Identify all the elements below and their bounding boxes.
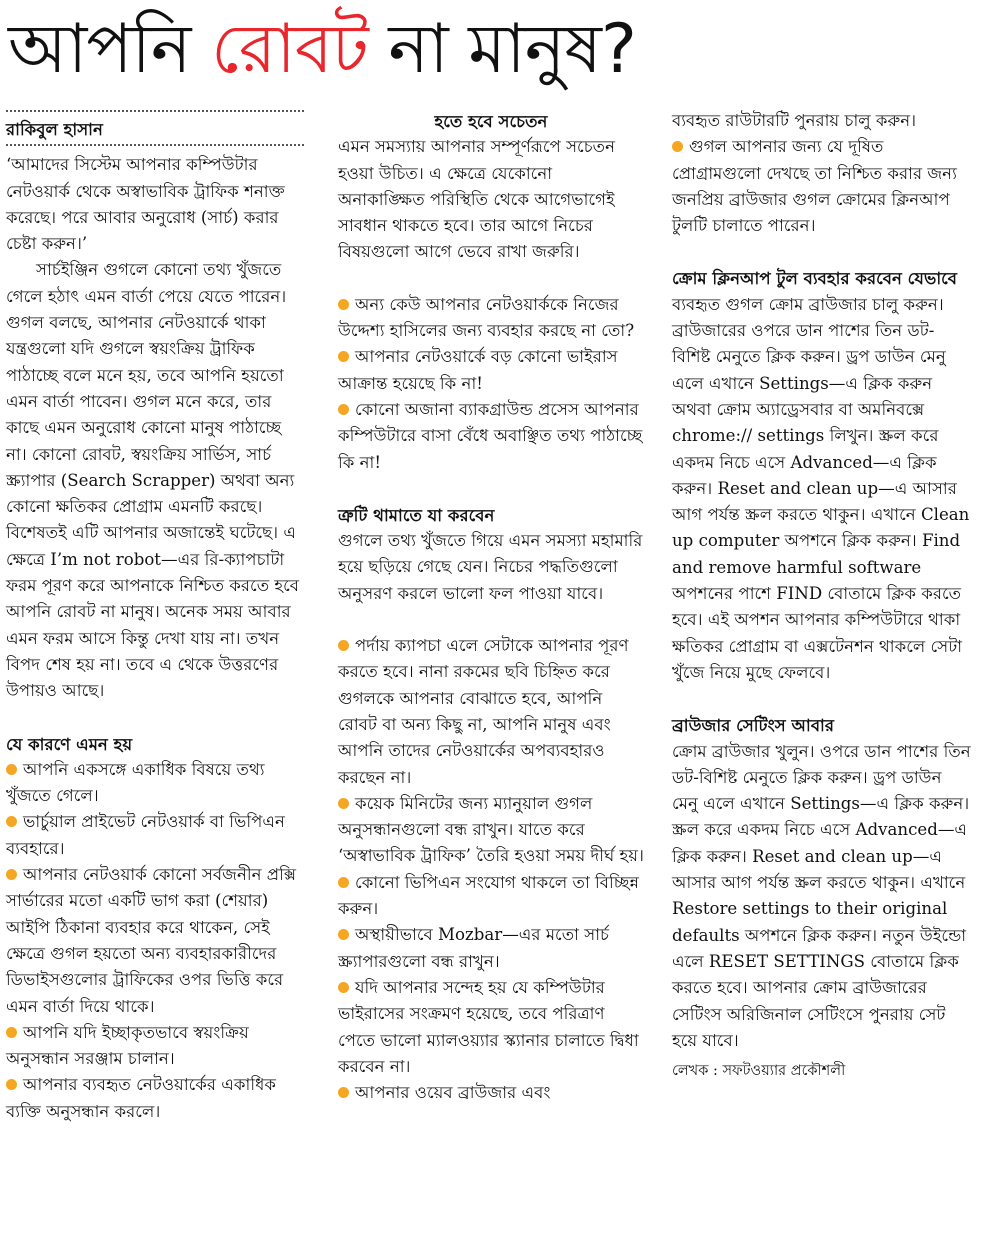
bullet-item: পর্দায় ক্যাপচা এলে সেটাকে আপনার পূরণ করতে হবে। নানা রকমের ছবি চিহ্নিত করে গুগলকে আপনার বোঝাতে হবে, আপনি রোবট বা অন্য কিছু না, আপনি মানুষ এবং আপনি তাদের নেটওয়ার্কের অপব্যবহারও করছেন না। [338, 636, 629, 787]
headline [8, 0, 973, 100]
bullet-dot-icon [6, 764, 17, 775]
column-1 [6, 108, 304, 1125]
headline-highlight: রোবট [211, 10, 368, 89]
body-paragraph: ব্যবহৃত গুগল ক্রোম ব্রাউজার চালু করুন। ব্রাউজারের ওপরে ডান পাশের তিন ডট-বিশিষ্ট মেনুতে ক্লিক করুন। ড্রপ ডাউন মেনু এলে এখানে Settings—এ ক্লিক করুন অথবা ক্রোম অ্যাড্রেসবার বা অমনিবক্সে chrome:// settings লিখুন। স্ক্রল করে একদম নিচে এসে Advanced—এ ক্লিক করুন। Reset and clean up—এ আসার আগ পর্যন্ত স্ক্রল করতে থাকুন। এখানে Clean up computer অপশনে ক্লিক করুন। Find and remove harmful software অপশনের পাশে FIND বোতামে ক্লিক করতে হবে। এই অপশন আপনার কম্পিউটারে থাকা ক্ষতিকর প্রোগ্রাম বা এক্সটেনশন থাকলে সেটা খুঁজে নিয়ে মুছে ফেলবে। [672, 294, 970, 682]
bullet-dot-icon [338, 351, 349, 362]
body-paragraph: গুগলে তথ্য খুঁজতে গিয়ে এমন সমস্যা মহামারি হয়ে ছড়িয়ে গেছে যেন। নিচের পদ্ধতিগুলো অনুসরণ করলে ভালো ফল পাওয়া যাবে। [338, 531, 643, 603]
headline-part3: না মানুষ? [367, 10, 636, 89]
bullet-dot-icon [338, 929, 349, 940]
bullet-dot-icon [338, 877, 349, 888]
section-heading: যে কারণে এমন হয় [6, 733, 133, 754]
bullet-dot-icon [338, 640, 349, 651]
bullet-item: আপনি যদি ইচ্ছাকৃতভাবে স্বয়ংক্রিয় অনুসন্ধান সরঞ্জাম চালান। [6, 1022, 249, 1069]
bullet-dot-icon [672, 141, 683, 152]
bullet-dot-icon [338, 982, 349, 993]
bullet-dot-icon [338, 1087, 349, 1098]
section-heading: ব্রাউজার সেটিংস আবার [672, 715, 834, 736]
byline-divider [6, 110, 304, 112]
body-paragraph: এমন সমস্যায় আপনার সম্পূর্ণরূপে সচেতন হওয়া উচিত। এ ক্ষেত্রে যেকোনো অনাকাঙ্ক্ষিত পরিস্থিতি থেকে আগেভাগেই সাবধান থাকতে হবে। তার আগে নিচের বিষয়গুলো আগে ভেবে রাখা জরুরি। [338, 137, 616, 262]
byline: রাকিবুল হাসান [6, 119, 103, 139]
intro-quote: ‘আমাদের সিস্টেম আপনার কম্পিউটার নেটওয়ার্ক থেকে অস্বাভাবিক ট্রাফিক শনাক্ত করেছে। পরে আবার অনুরোধ (সার্চ) করার চেষ্টা করুন।’ [6, 155, 285, 254]
body-paragraph: ক্রোম ব্রাউজার খুলুন। ওপরে ডান পাশের তিন ডট-বিশিষ্ট মেনুতে ক্লিক করুন। ড্রপ ডাউন মেনু এলে এখানে Settings—এ ক্লিক করুন। স্ক্রল করে একদম নিচে এসে Advanced—এ ক্লিক করুন। Reset and clean up—এ আসার আগ পর্যন্ত স্ক্রল করতে থাকুন। এখানে Restore settings to their original defaults অপশনে ক্লিক করুন। নতুন উইন্ডো এলে RESET SETTINGS বোতামে ক্লিক করতে হবে। আপনার ক্রোম ব্রাউজারের সেটিংস অরিজিনাল সেটিংসে পুনরায় সেট হয়ে যাবে। [672, 741, 971, 1050]
column-2 [338, 108, 644, 1106]
bullet-dot-icon [6, 1079, 17, 1090]
author-credit: লেখক : সফটওয়্যার প্রকৌশলী [672, 1063, 846, 1080]
bullet-dot-icon [6, 1027, 17, 1038]
body-paragraph: সার্চইঞ্জিন গুগলে কোনো তথ্য খুঁজতে গেলে হঠাৎ এমন বার্তা পেয়ে যেতে পারেন। গুগল বলছে, আপনার নেটওয়ার্কে থাকা যন্ত্রগুলো যদি গুগলে স্বয়ংক্রিয় ট্রাফিক পাঠাচ্ছে বলে মনে হয়, তবে আপনি হয়তো এমন বার্তা পাবেন। গুগল মনে করে, তার কাছে এমন অনুরোধ কোনো মানুষ পাঠাচ্ছে না। কোনো রোবট, স্বয়ংক্রিয় সার্ভিস, সার্চ স্ক্র্যাপার (Search Scrapper) অথবা অন্য কোনো ক্ষতিকর প্রোগ্রাম এমনটি করছে। বিশেষতই এটি আপনার অজান্তেই ঘটেছে। এ ক্ষেত্রে I’m not robot—এর রি-ক্যাপচাটা ফরম পূরণ করে আপনাকে নিশ্চিত করতে হবে আপনি রোবট না মানুষ। অনেক সময় আবার এমন ফরম আসে কিন্তু দেখা যায় না। তখন বিপদ শেষ হয় না। তবে এ থেকে উত্তরণের উপায়ও আছে। [6, 260, 300, 701]
bullet-item: আপনার ওয়েব ব্রাউজার এবং [338, 1080, 644, 1106]
bullet-item: অন্য কেউ আপনার নেটওয়ার্ককে নিজের উদ্দেশ্য হাসিলের জন্য ব্যবহার করছে না তো? [338, 294, 635, 341]
bullet-item: আপনার ব্যবহৃত নেটওয়ার্কের একাধিক ব্যক্তি অনুসন্ধান করলে। [6, 1075, 277, 1121]
headline-part1: আপনি [8, 10, 212, 89]
bullet-dot-icon [338, 798, 349, 809]
bullet-item: কয়েক মিনিটের জন্য ম্যানুয়াল গুগল অনুসন্ধানগুলো বন্ধ রাখুন। যাতে করে ‘অস্বাভাবিক ট্রাফিক’ তৈরি হওয়া সময় দীর্ঘ হয়। [338, 793, 644, 866]
bullet-dot-icon [338, 299, 349, 310]
section-heading: হতে হবে সচেতন [434, 111, 548, 131]
byline-divider-bottom [6, 144, 304, 146]
bullet-item: আপনার নেটওয়ার্কে বড় কোনো ভাইরাস আক্রান্ত হয়েছে কি না! [338, 347, 618, 393]
bullet-item: ভার্চুয়াল প্রাইভেট নেটওয়ার্ক বা ভিপিএন ব্যবহারে। [6, 812, 285, 858]
bullet-dot-icon [6, 816, 17, 827]
bullet-item: গুগল আপনার জন্য যে দূষিত প্রোগ্রামগুলো দেখছে তা নিশ্চিত করার জন্য জনপ্রিয় ব্রাউজার গুগল ক্রোমের ক্লিনআপ টুলটি চালাতে পারেন। [672, 137, 957, 236]
section-heading: ক্রোম ক্লিনআপ টুল ব্যবহার করবেন যেভাবে [672, 268, 958, 289]
section-heading: ত্রুটি থামাতে যা করবেন [338, 504, 495, 525]
continued-text: ব্যবহৃত রাউটারটি পুনরায় চালু করুন। [672, 111, 917, 130]
bullet-dot-icon [6, 869, 17, 880]
bullet-item: কোনো ভিপিএন সংযোগ থাকলে তা বিচ্ছিন্ন করুন। [338, 872, 639, 919]
bullet-item: আপনার নেটওয়ার্ক কোনো সর্বজনীন প্রক্সি সার্ভারের মতো একটি ভাগ করা (শেয়ার) আইপি ঠিকানা ব্যবহার করে থাকেন, সেই ক্ষেত্রে গুগল হয়তো অন্য ব্যবহারকারীদের ডিভাইসগুলোর ট্রাফিকের ওপর ভিত্তি করে এমন বার্তা দিয়ে থাকে। [6, 865, 297, 1016]
bullet-dot-icon [338, 404, 349, 415]
bullet-item: যদি আপনার সন্দেহ হয় যে কম্পিউটার ভাইরাসের সংক্রমণ হয়েছে, তবে পরিত্রাণ পেতে ভালো ম্যালওয়্যার স্ক্যানার চালাতে দ্বিধা করবেন না। [338, 977, 639, 1076]
column-3 [672, 108, 972, 1084]
bullet-item: আপনি একসঙ্গে একাধিক বিষয়ে তথ্য খুঁজতে গেলে। [6, 759, 265, 806]
bullet-item: কোনো অজানা ব্যাকগ্রাউন্ড প্রসেস আপনার কম্পিউটারে বাসা বেঁধে অবাঞ্ছিত তথ্য পাঠাচ্ছে কি না! [338, 399, 643, 472]
bullet-item: অস্থায়ীভাবে Mozbar—এর মতো সার্চ স্ক্র্যাপারগুলো বন্ধ রাখুন। [338, 925, 609, 971]
